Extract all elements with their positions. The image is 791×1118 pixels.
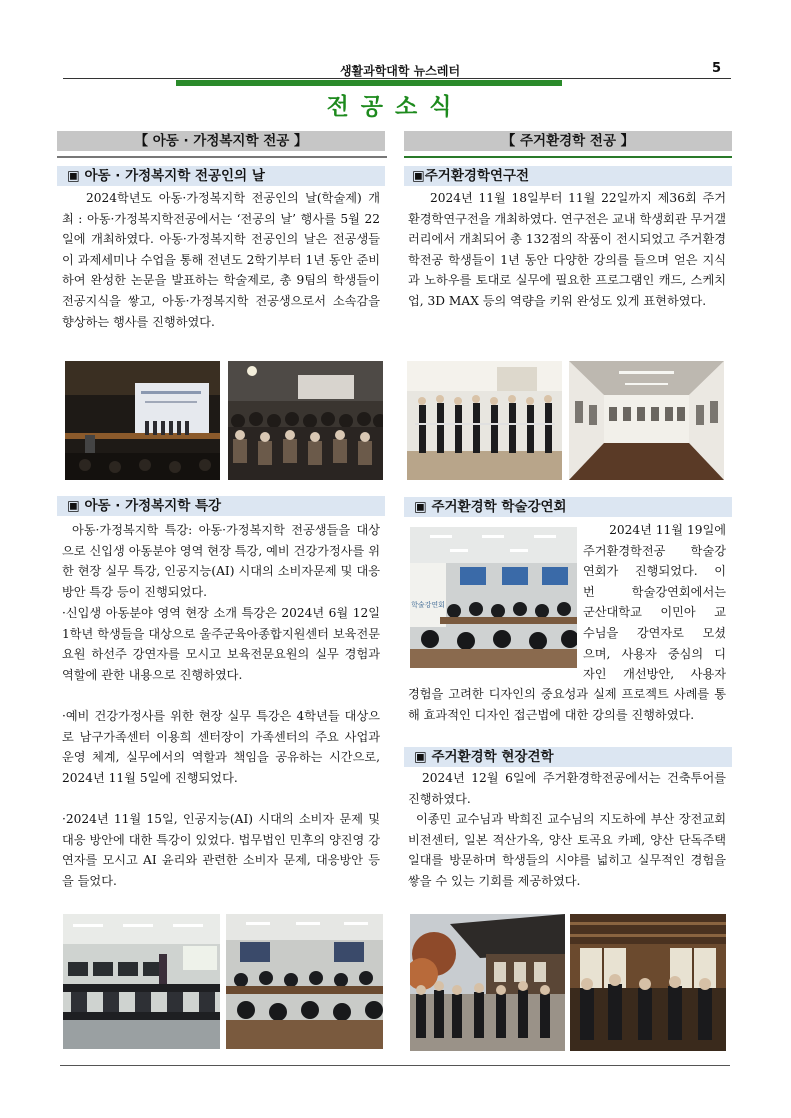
page-number: 5 [712, 61, 722, 76]
photo-child-lecture-classroom [63, 914, 220, 1049]
section-heading-housing-exhibit: ▣주거환경학연구전 [404, 166, 732, 186]
header-rule [63, 78, 731, 79]
side-line: 연회가 진행되었다. 이 [583, 564, 726, 579]
footer-rule [60, 1065, 730, 1066]
photo-child-lecture-hall [226, 914, 383, 1049]
section-heading-housing-lecture: ▣ 주거환경학 학술강연회 [404, 497, 732, 517]
photo-housing-field-interior [570, 914, 726, 1051]
housing-exhibit-text: 2024년 11월 18일부터 11월 22일까지 제36회 주거환경학연구전을 개최하였다. 연구전은 교내 학생회관 무거갤러리에서 개최되어 총 132점의 작품이 전시되었고 주거환경학전공 학생들이 1년 동안 다양한 강의를 들으며 얻은 지식과 노하우를 토대로 실무에 필요한 프로그램인 캐드, 스케치업, 3D MAX 등의 역량을 키워 완성도 있게 표현하였다. [408, 191, 726, 308]
photo-child-day-audience [228, 361, 383, 480]
newsletter-title: 생활과학대학 뉴스레터 [339, 64, 461, 78]
child-lecture-item-1: ·신입생 아동분야 영역 현장 소개 특강은 2024년 6월 12일 1학년 학생들을 대상으로 울주군육아종합지원센터 보육전문요원 하선주 강연자를 모시고 보육전문요원의 실무 경험과 역할에 관한 내용으로 진행하였다. [62, 606, 380, 682]
section-heading-child-day: ▣ 아동 · 가정복지학 전공인의 날 [57, 166, 385, 186]
header-green-bar [176, 80, 562, 86]
section-heading-housing-field: ▣ 주거환경학 현장견학 [404, 747, 732, 767]
photo-child-day-stage [65, 361, 220, 480]
major-rule-left [57, 156, 387, 158]
lecture-banner-text: 학술강연회 [411, 601, 445, 609]
housing-lecture-side-text [583, 520, 726, 685]
side-line: 번 학술강연회에서는 [583, 584, 726, 599]
photo-housing-field-exterior [410, 914, 565, 1051]
housing-field-text: 이종민 교수님과 박희진 교수님의 지도하에 부산 장전교회 비전센터, 일본 적산가옥, 양산 토곡요 카페, 양산 단독주택 일대를 방문하며 학생들의 시야를 넓히고 실무적인 경험을 쌓을 수 있는 기회를 제공하였다. [408, 812, 726, 888]
section-heading-child-lecture: ▣ 아동 · 가정복지학 특강 [57, 496, 385, 516]
photo-housing-exhibit-ceremony [407, 361, 562, 480]
child-lecture-intro: 아동·가정복지학 특강: 아동·가정복지학 전공생들을 대상으로 신입생 아동분야 영역 현장 특강, 예비 건강가정사를 위한 현장 실무 특강, 인공지능(AI) 시대의 소비자문제 및 대응방안 특강 등이 진행되었다. [62, 523, 380, 599]
child-day-text: 2024학년도 아동·가정복지학 전공인의 날(학술제) 개최 : 아동·가정복지학전공에서는 ‘전공의 날’ 행사를 5월 22일에 개최하였다. 아동·가정복지학 전공인의 날은 전공생들이 과제세미나 수업을 통해 전년도 2학기부터 1년 동안 준비하여 완성한 논문을 발표하는 학술제로, 총 9팀의 학생들이 전공지식을 쌓고, 아동·가정복지학 전공생으로서 소속감을 향상하는 행사를 진행하였다. [62, 191, 380, 329]
child-lecture-item-2: ·예비 건강가정사를 위한 현장 실무 특강은 4학년들 대상으로 남구가족센터 이용희 센터장이 가족센터의 주요 사업과 운영 체계, 실무에서의 역할과 책임을 공유하는 시간으로, 2024년 11월 5일에 진행되었다. [62, 709, 380, 785]
side-line: 수님을 강연자로 모셨 [583, 625, 726, 640]
housing-lecture-text: 경험을 고려한 디자인의 중요성과 실제 프로젝트 사례를 통해 효과적인 디자인 접근법에 대한 강의를 진행하였다. [408, 687, 726, 722]
child-lecture-item-3: ·2024년 11월 15일, 인공지능(AI) 시대의 소비자 문제 및 대응 방안에 대한 특강이 있었다. 법무법인 민후의 양진영 강연자를 모시고 AI 윤리와 관련한 소비자 문제, 대응방안 등을 들었다. [62, 812, 380, 888]
housing-field-intro: 2024년 12월 6일에 주거환경학전공에서는 건축투어를 진행하였다. [408, 771, 726, 806]
side-line: 2024년 11월 19일에 [609, 523, 726, 537]
major-heading-housing: 【 주거환경학 전공 】 [404, 131, 732, 151]
major-heading-child: 【 아동 · 가정복지학 전공 】 [57, 131, 385, 151]
photo-housing-exhibit-gallery [569, 361, 724, 480]
side-line: 자인 개선방안, 사용자 [583, 667, 726, 682]
side-line: 군산대학교 이민아 교 [583, 605, 726, 620]
major-rule-right [404, 156, 732, 158]
side-line: 으며, 사용자 중심의 디 [583, 646, 726, 661]
page-title: 전공소식 [326, 94, 464, 120]
side-line: 주거환경학전공 학술강 [583, 543, 726, 558]
photo-housing-lecture [410, 527, 577, 668]
